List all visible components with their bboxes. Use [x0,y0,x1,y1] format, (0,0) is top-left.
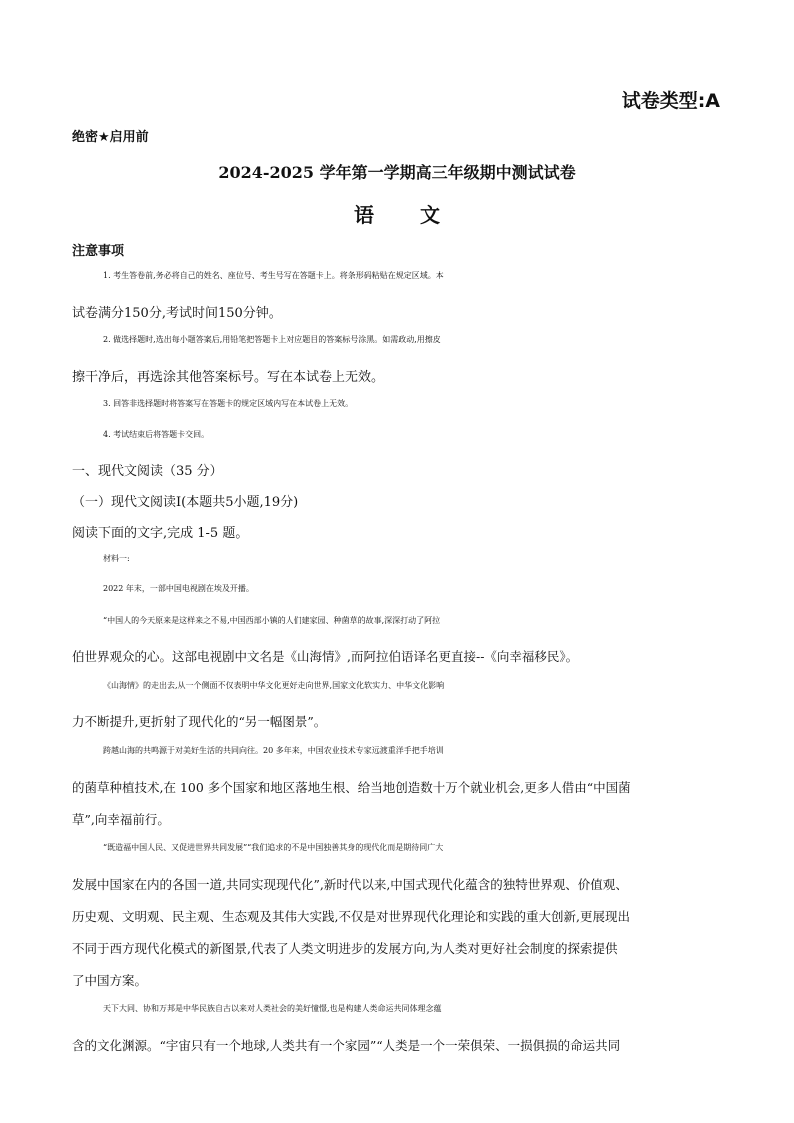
passage-line: 力不断提升,更折射了现代化的“另一幅图景”。 [72,714,327,729]
notice-line-6: 4. 考试结束后将答题卡交回。 [103,430,210,439]
passage-line: 《山海情》的走出去,从一个侧面不仅表明中华文化更好走向世界,国家文化软实力、中华文化影响 [103,681,445,690]
passage-line: 发展中国家在内的各国一道,共同实现现代化”,新时代以来,中国式现代化蕴含的独特世界观、价值观、 [72,877,628,892]
notice-line-2: 试卷满分150分,考试时间150分钟。 [72,306,282,321]
material-label: 材料一: [103,554,130,563]
notice-line-4: 擦干净后，再选涂其他答案标号。写在本试卷上无效。 [72,370,385,385]
notice-line-5: 3. 回答非选择题时将答案写在答题卡的规定区域内写在本试卷上无效。 [103,399,354,408]
exam-title: 2024-2025 学年第一学期高三年级期中测试试卷 [218,163,576,182]
section-heading: 一、现代文阅读（35 分） [72,464,223,479]
subsection-heading: （一）现代文阅读Ⅰ(本题共5小题,19分) [72,495,299,510]
passage-line: 的菌草种植技术,在 100 多个国家和地区落地生根、给当地创造数十万个就业机会,更多人借由“中国菌 [72,780,631,795]
confidential-label: 绝密★启用前 [72,130,149,145]
passage-line: 历史观、文明观、民主观、生态观及其伟大实践,不仅是对世界现代化理论和实践的重大创新,更展现出 [72,909,630,924]
subject-title: 语文 [354,203,486,227]
reading-instruction: 阅读下面的文字,完成 1-5 题。 [72,526,249,541]
passage-line: 不同于西方现代化模式的新图景,代表了人类文明进步的发展方向,为人类对更好社会制度的探索提供 [72,941,618,956]
passage-line: 2022 年末，一部中国电视剧在埃及开播。 [103,584,254,593]
passage-line: 天下大同、协和万邦是中华民族自古以来对人类社会的美好憧憬,也是构建人类命运共同体理念蕴 [103,1004,442,1013]
notice-line-3: 2. 做选择题时,选出每小题答案后,用铅笔把答题卡上对应题目的答案标号涂黑。如需政动,用擦皮 [103,335,441,344]
passage-line: 了中国方案。 [72,973,148,988]
notice-line-1: 1. 考生答卷前,务必将自己的姓名、座位号、考生号写在答题卡上。将条形码粘贴在规定区域。本 [103,271,444,280]
paper-type-label: 试卷类型:A [621,90,720,112]
passage-line: 伯世界观众的心。这部电视剧中文名是《山海情》,而阿拉伯语译名更直接--《向幸福移民》。 [72,649,579,664]
passage-line: 跨越山海的共鸣源于对美好生活的共同向往。20 多年来，中国农业技术专家远渡重洋手把手培训 [103,746,444,755]
passage-line: 草”,向幸福前行。 [72,812,170,827]
passage-line: “中国人的今天原来是这样来之不易,中国西部小镇的人们建家园、种菌草的故事,深深打动了阿拉 [103,616,441,625]
passage-line: “既造福中国人民、又促进世界共同发展”“我们追求的不是中国独善其身的现代化而是期待同广大 [103,843,444,852]
notice-heading: 注意事项 [72,244,125,259]
passage-line: 含的文化渊源。“宇宙只有一个地球,人类共有一个家园”“人类是一个一荣俱荣、一损俱损的命运共同 [72,1038,621,1053]
